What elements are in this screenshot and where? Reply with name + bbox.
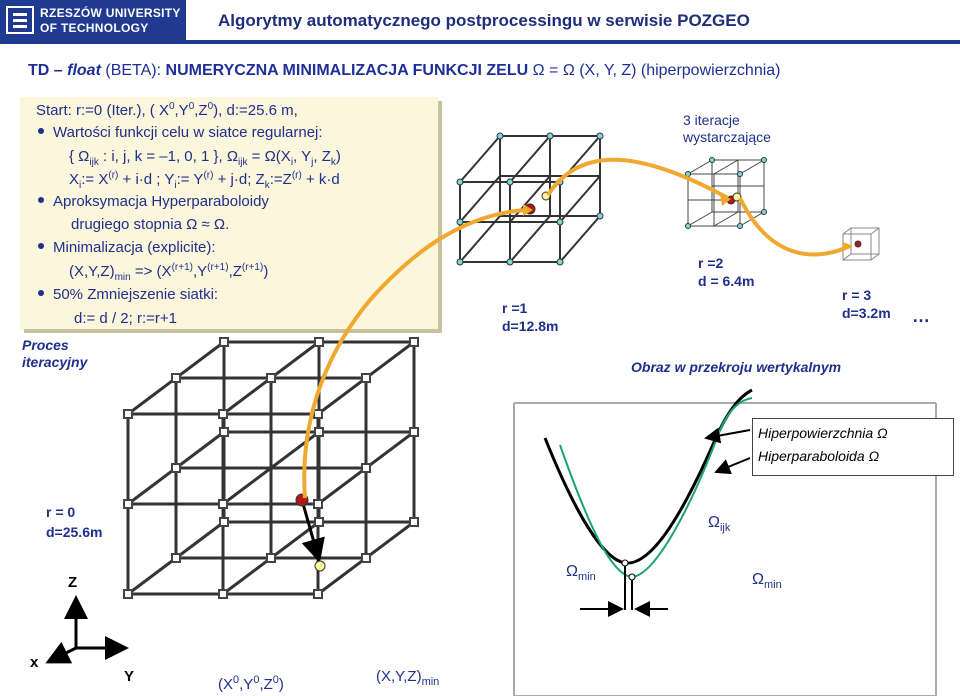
subtitle-float: float <box>67 62 101 79</box>
approximation-line2: drugiego stopnia Ω ≈ Ω. <box>71 216 230 233</box>
update-rule: d:= d / 2; r:=r+1 <box>74 310 177 327</box>
axis-z-label: Z <box>68 574 78 591</box>
minimum-point-label: $(X,Y,Z)_{min}$ <box>376 668 440 688</box>
coordinate-axes <box>48 598 126 662</box>
subtitle-td: TD – <box>28 62 63 79</box>
omega-min-label-right: $\Omega_{min}$ <box>752 571 782 592</box>
iteration-label-r1: r =1 d=12.8m <box>502 300 559 334</box>
logo-text-line2: OF TECHNOLOGY <box>40 21 149 35</box>
grid-cube-r1 <box>460 136 600 262</box>
bullet-grid-values: Wartości funkcji celu w siatce regularnej: <box>38 124 323 141</box>
omega-min-label-left: $\Omega_{min}$ <box>566 563 596 584</box>
grid-set-line: { $\Omega_{ijk}$ : i, j, k = –1, 0, 1 }, $\Omega_{ijk} = \Omega(X_i$, $Y_j$, $Z_k$) <box>69 148 341 168</box>
bullet-minimization: Minimalizacja (explicite): <box>38 239 216 256</box>
minimization-formula: $(X,Y,Z)_{min} => (X^{(r+1)},Y^{(r+1)},Z^{(r+1)})$ <box>69 262 269 283</box>
start-line: Start: r:=0 (Iter.), ( $X^0,Y^0,Z^0$), d:=25.6 m, <box>36 101 298 119</box>
iteration-label-r3: r = 3 d=3.2m <box>842 287 891 321</box>
bullet-grid-reduction: 50% Zmniejszenie siatki: <box>38 286 218 303</box>
iteration-label-r2: r =2 d = 6.4m <box>698 255 755 289</box>
process-label: Proces iteracyjny <box>22 337 88 370</box>
logo-text-line1: RZESZÓW UNIVERSITY <box>40 6 181 20</box>
graph-legend <box>752 418 954 476</box>
origin-point-label: $(X^0,Y^0,Z^0)$ <box>218 674 284 693</box>
subtitle-beta: (BETA): <box>105 62 162 79</box>
start-point-r3 <box>855 241 861 247</box>
axis-y-label: Y <box>124 668 135 685</box>
axis-x-label: x <box>30 654 39 671</box>
legend-hyperparaboloid: Hiperparaboloida Ω <box>758 448 880 464</box>
page-title: Algorytmy automatycznego postprocessingu w serwisie POZGEO <box>218 11 750 30</box>
grid-coord-line: $X_i:= X^{(r)} + i\cdot d$ ; $Y_i:= Y^{(r)} + j\cdot d$; $Z_k:=Z^{(r)} + k\cdot d$ <box>69 170 340 191</box>
subtitle-formula: Ω = Ω (X, Y, Z) (hiperpowierzchnia) <box>532 62 781 79</box>
subtitle-main: NUMERYCZNA MINIMALIZACJA FUNKCJI ZELU <box>165 62 529 79</box>
bullet-approximation: Aproksymacja Hyperparaboloidy <box>38 193 269 210</box>
iteration-note: 3 iteracje wystarczające <box>683 112 771 145</box>
section-label: Obraz w przekroju wertykalnym <box>631 359 842 375</box>
iteration-label-r0: r = 0 d=25.6m <box>46 504 103 540</box>
omega-ijk-label: $\Omega_{ijk}$ <box>708 514 731 535</box>
min-point-r0 <box>315 561 325 571</box>
continuation-dots: … <box>912 306 930 326</box>
legend-hypersurface: Hiperpowierzchnia Ω <box>758 425 888 441</box>
